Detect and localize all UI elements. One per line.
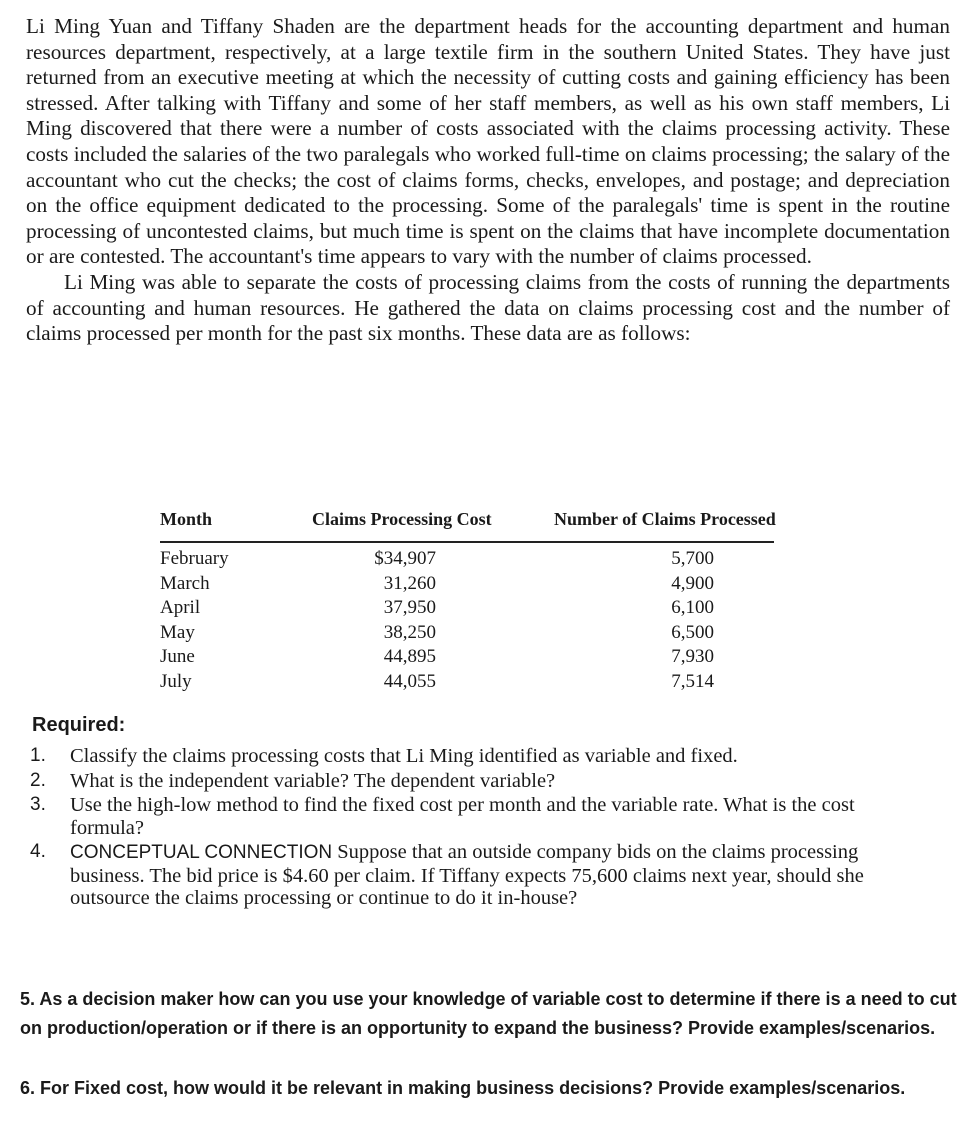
item-text: Use the high-low method to find the fixed cost per month and the variable rate. What is the cost formula? — [70, 794, 855, 839]
table-cell-cost: 44,895 — [383, 646, 436, 667]
question-6: 6. For Fixed cost, how would it be relevant in making business decisions? Provide examples/scenarios. — [20, 1078, 906, 1098]
item-number: 3. — [30, 794, 46, 815]
table-cell-claims: 5,700 — [671, 548, 714, 569]
table-cell-cost: 37,950 — [383, 597, 436, 618]
header-month: Month — [160, 509, 213, 529]
header-rule — [160, 541, 774, 543]
table-cell-month: July — [160, 670, 192, 692]
table-cell-claims: 7,514 — [671, 670, 714, 692]
required-item-3 — [30, 794, 930, 839]
required-item-4 — [30, 841, 930, 910]
item-text: Classify the claims processing costs that Li Ming identified as variable and fixed. — [70, 745, 738, 767]
header-claims: Number of Claims Processed — [554, 509, 776, 529]
table-cell-month: April — [160, 597, 201, 618]
required-item-2 — [30, 770, 930, 793]
required-list — [30, 745, 930, 912]
item-number: 2. — [30, 769, 46, 791]
table-cell-month: May — [160, 621, 195, 643]
cost-column — [346, 547, 436, 694]
case-introduction — [26, 14, 950, 347]
required-heading: Required: — [32, 714, 126, 736]
intro-paragraph-2: Li Ming was able to separate the costs of processing claims from the costs of running the departments of accounting and human resources. He gathered the data on claims processing cost and the number of claims processed per month for the past six months. These data are as follows: — [26, 269, 950, 346]
intro-paragraph-1: Li Ming Yuan and Tiffany Shaden are the department heads for the accounting department and human resources department, respectively, at a large textile firm in the southern United States. They have just returned from an executive meeting at which the necessity of cutting costs and gaining efficiency has been stressed. After talking with Tiffany and some of her staff members, as well as his own staff members, Li Ming discovered that there were a number of costs associated with the claims processing activity. These costs included the salaries of the two paralegals who worked full-time on claims processing; the salary of the accountant who cut the checks; the cost of claims forms, checks, envelopes, and postage; and depreciation on the office equipment dedicated to the processing. Some of the paralegals' time is spent in the routine processing of uncontested claims, but much time is spent on the claims that have incomplete documentation or are contested. The accountant's time appears to vary with the number of claims processed. — [26, 14, 950, 269]
item-text: What is the independent variable? The dependent variable? — [70, 769, 556, 792]
table-cell-month: June — [160, 646, 195, 667]
claims-column — [638, 547, 714, 694]
item-number: 4. — [30, 841, 46, 862]
table-cell-month: March — [160, 572, 210, 594]
table-cell-claims: 4,900 — [671, 572, 714, 594]
table-cell-cost: $34,907 — [374, 548, 436, 569]
table-cell-cost: 38,250 — [383, 621, 436, 643]
table-cell-month: February — [160, 548, 229, 569]
table-cell-claims: 6,100 — [671, 597, 714, 618]
item-text: Suppose that an outside company bids on the claims processing business. The bid price is $4.60 per claim. If Tiffany expects 75,600 claims next year, should she outsource the claims processing or continue to do it in-house? — [70, 841, 864, 909]
required-item-1 — [30, 745, 930, 768]
table-cell-cost: 44,055 — [383, 670, 436, 692]
item-number: 1. — [30, 745, 46, 766]
question-5: 5. As a decision maker how can you use your knowledge of variable cost to determine if there is a need to cut on production/operation or if there is an opportunity to expand the business? Provide examples/scenarios. — [20, 989, 957, 1038]
conceptual-connection-label: CONCEPTUAL CONNECTION — [70, 842, 333, 863]
table-cell-claims: 6,500 — [671, 621, 714, 643]
table-cell-cost: 31,260 — [383, 572, 436, 594]
table-cell-claims: 7,930 — [671, 646, 714, 667]
month-column — [160, 547, 229, 694]
header-cost: Claims Processing Cost — [312, 509, 492, 529]
